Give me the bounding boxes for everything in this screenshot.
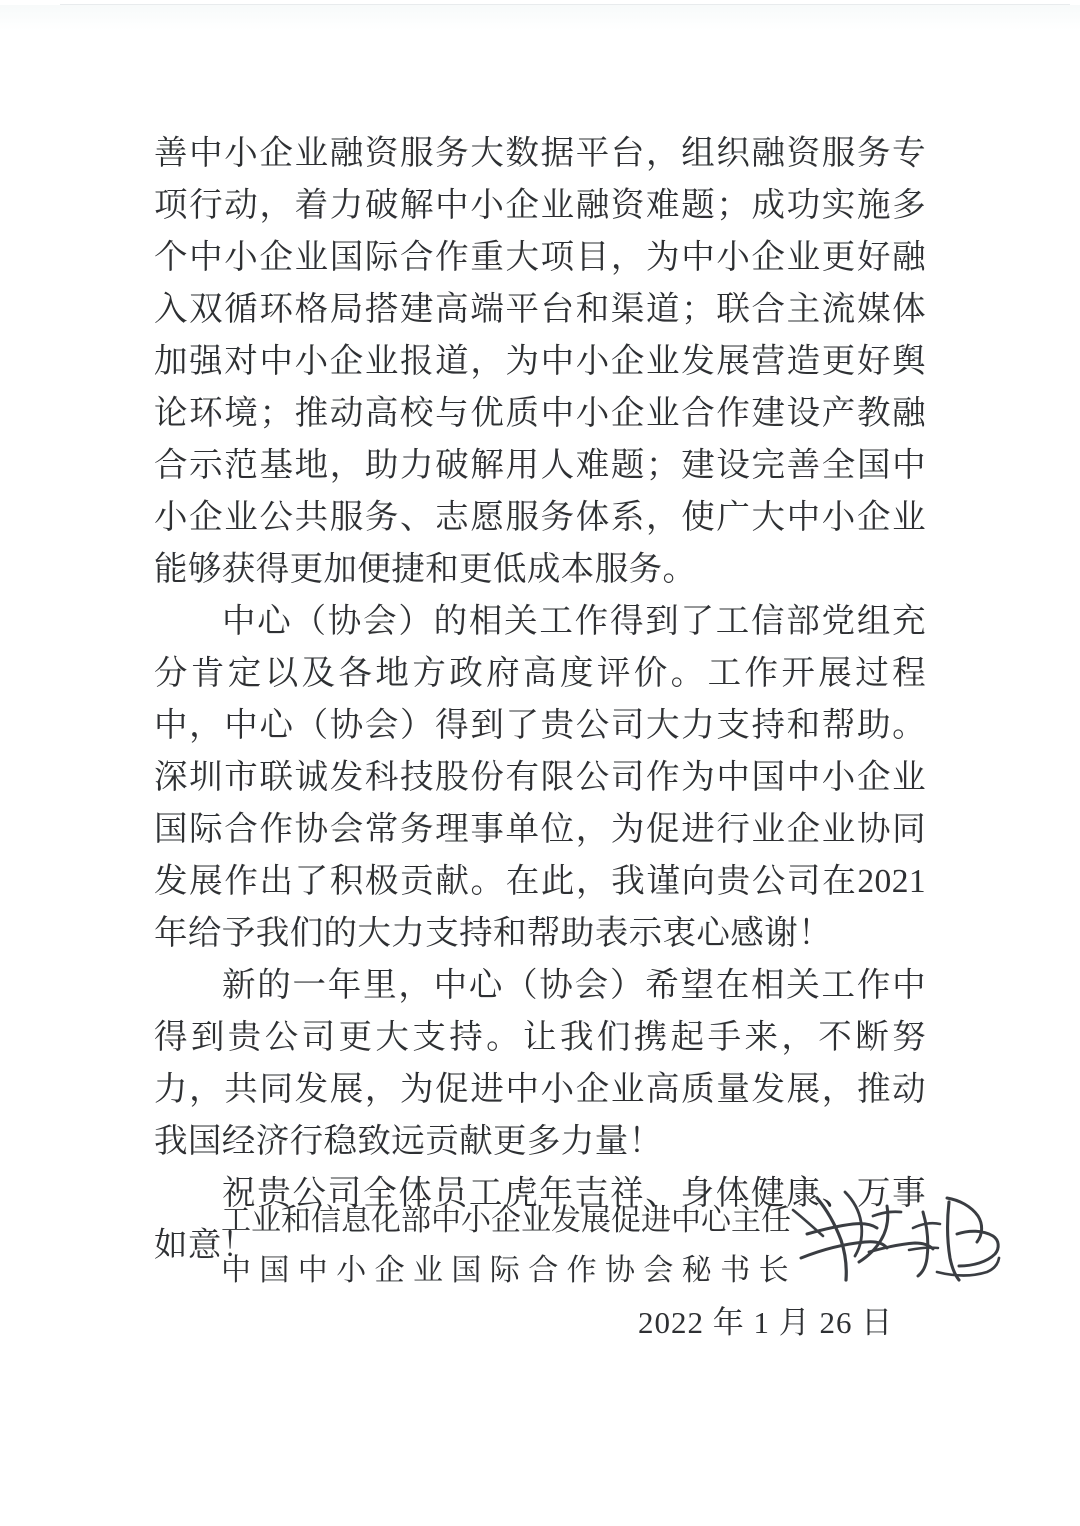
scan-edge-wash [0,5,1080,31]
signatory-title-line-1: 工业和信息化部中小企业发展促进中心主任 [221,1204,791,1237]
signatory-title-line-2: 中国中小企业国际合作协会秘书长 [221,1254,797,1287]
paragraph-blessing: 祝贵公司全体员工虎年吉祥、身体健康、万事如意！ [154,1175,926,1264]
signature-block [221,1196,1001,1296]
paragraph-recognition-thanks: 中心（协会）的相关工作得到了工信部党组充分肯定以及各地方政府高度评价。工作开展过程中，中心（协会）得到了贵公司大力支持和帮助。深圳市联诚发科技股份有限公司作为中国中小企业国际合作协会常务理事单位，为促进行业企业协同发展作出了积极贡献。在此，我谨向贵公司在2021年给予我们的大力支持和帮助表示衷心感谢！ [154,603,926,952]
letter-body [154,128,926,1272]
paragraph-new-year-hope: 新的一年里，中心（协会）希望在相关工作中得到贵公司更大支持。让我们携起手来，不断努力，共同发展，为促进中小企业高质量发展，推动我国经济行稳致远贡献更多力量！ [154,967,926,1160]
letter-date: 2022 年 1 月 26 日 [638,1305,894,1340]
paragraph-continued-services: 善中小企业融资服务大数据平台，组织融资服务专项行动，着力破解中小企业融资难题；成功实施多个中小企业国际合作重大项目，为中小企业更好融入双循环格局搭建高端平台和渠道；联合主流媒体加强对中小企业报道，为中小企业发展营造更好舆论环境；推动高校与优质中小企业合作建设产教融合示范基地，助力破解用人难题；建设完善全国中小企业公共服务、志愿服务体系，使广大中小企业能够获得更加便捷和更低成本服务。 [154,135,926,588]
